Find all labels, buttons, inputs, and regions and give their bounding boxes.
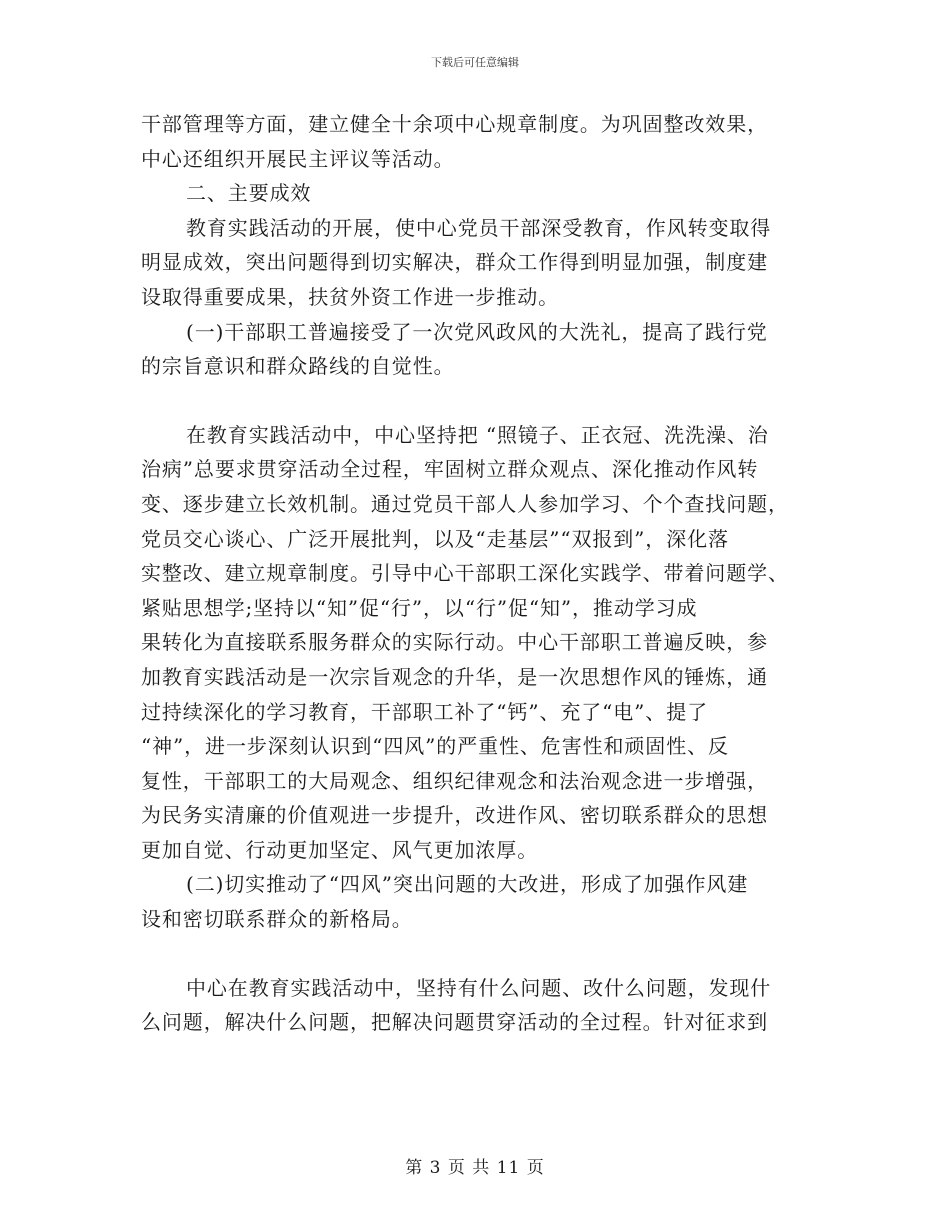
subheading-line: 设和密切联系群众的新格局。 xyxy=(141,907,413,932)
text-line: 治病”总要求贯穿活动全过程，牢固树立群众观点、深化推动作风转 xyxy=(141,457,759,482)
document-body xyxy=(141,107,807,1040)
text-line: 紧贴思想学;坚持以“知”促“行”，以“行”促“知”，推动学习成 xyxy=(141,595,698,620)
text-line: 果转化为直接联系服务群众的实际行动。中心干部职工普遍反映，参 xyxy=(141,630,768,655)
text-line: 变、逐步建立长效机制。通过党员干部人人参加学习、个个查找问题， xyxy=(141,491,789,516)
text-line: 设取得重要成果，扶贫外资工作进一步推动。 xyxy=(141,284,559,309)
text-line: 么问题，解决什么问题，把解决问题贯穿活动的全过程。针对征求到 xyxy=(141,1010,768,1035)
text-line: 教育实践活动的开展，使中心党员干部深受教育，作风转变取得 xyxy=(186,215,772,240)
text-line: 中心在教育实践活动中，坚持有什么问题、改什么问题，发现什 xyxy=(186,975,772,1000)
text-line: 党员交心谈心、广泛开展批判，以及“走基层”“双报到”，深化落 xyxy=(141,526,729,551)
subheading-line: (二)切实推动了“四风”突出问题的大改进，形成了加强作风建 xyxy=(186,872,749,897)
text-line: 在教育实践活动中，中心坚持把 “照镜子、正衣冠、洗洗澡、治 xyxy=(186,422,769,447)
text-line: 干部管理等方面，建立健全十余项中心规章制度。为巩固整改效果， xyxy=(141,112,768,136)
text-line: 复性，干部职工的大局观念、组织纪律观念和法治观念进一步增强， xyxy=(141,768,768,793)
page-header-note: 下载后可任意编辑 xyxy=(431,56,519,69)
text-line: 更加自觉、行动更加坚定、风气更加浓厚。 xyxy=(141,837,539,862)
text-line: 加教育实践活动是一次宗旨观念的升华，是一次思想作风的锤炼，通 xyxy=(141,664,768,689)
text-line: 过持续深化的学习教育，干部职工补了“钙”、充了“电”、提了 xyxy=(141,699,708,724)
text-line: 明显成效，突出问题得到切实解决，群众工作得到明显加强，制度建 xyxy=(141,250,768,275)
subheading-line: 的宗旨意识和群众路线的自觉性。 xyxy=(141,354,455,379)
section-heading: 二、主要成效 xyxy=(186,181,312,206)
text-line: 实整改、建立规章制度。引导中心干部职工深化实践学、带着问题学、 xyxy=(141,561,789,586)
paragraph-gap xyxy=(141,937,807,971)
subheading-line: (一)干部职工普遍接受了一次党风政风的大洗礼，提高了践行党 xyxy=(186,319,768,344)
text-line: 为民务实清廉的价值观进一步提升，改进作风、密切联系群众的思想 xyxy=(141,803,768,828)
text-line: 中心还组织开展民主评议等活动。 xyxy=(141,146,455,171)
page-number: 第 3 页 共 11 页 xyxy=(405,1158,545,1178)
text-line: “神”，进一步深刻认识到“四风”的严重性、危害性和顽固性、反 xyxy=(141,734,729,759)
paragraph-gap xyxy=(141,384,807,418)
